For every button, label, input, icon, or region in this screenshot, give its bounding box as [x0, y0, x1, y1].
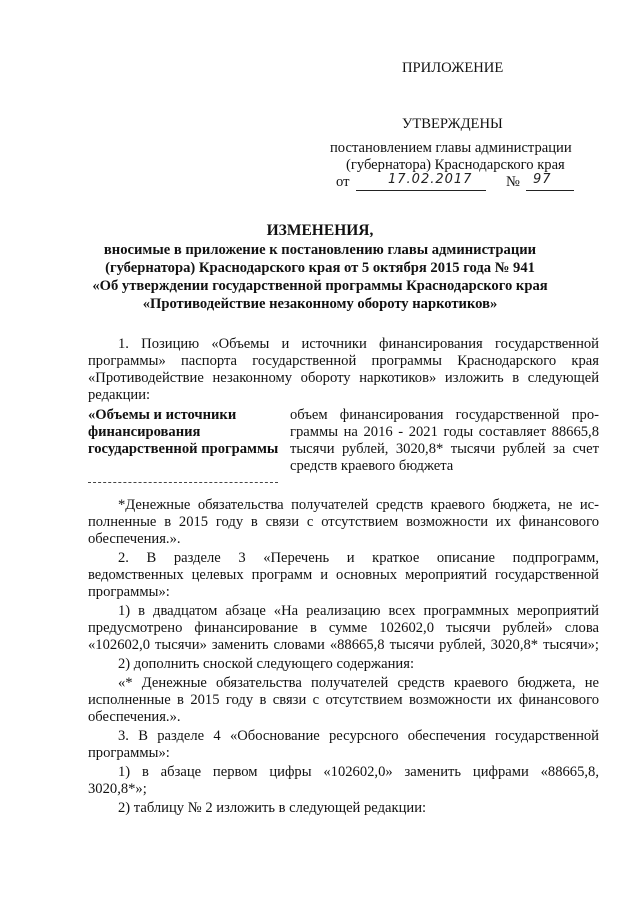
p1-line-4: редакции:	[88, 387, 151, 403]
handwritten-date: 17.02.2017	[388, 172, 473, 187]
p2-quote-line-2: исполненные в 2015 году в связи с отсутствием возможности их финансового	[88, 692, 599, 708]
title-line-2: (губернатора) Краснодарского края от 5 октября 2015 года № 941	[105, 260, 535, 276]
p2-line-2: ведомственных целевых программ и основных мероприятий государственной	[88, 567, 599, 583]
table-left-line-2: финансирования	[88, 424, 201, 440]
handwritten-number: 97	[533, 172, 552, 187]
table-right-line-4: средств краевого бюджета	[290, 458, 454, 474]
footnote-separator	[88, 482, 278, 483]
p1-line-1: 1. Позицию «Объемы и источники финансирования государственной	[118, 336, 599, 352]
approved-label: УТВЕРЖДЕНЫ	[402, 116, 503, 132]
title-line-3: «Об утверждении государственной программы Краснодарского края	[92, 278, 548, 294]
approval-line-2: (губернатора) Краснодарского края	[346, 157, 565, 173]
doc-title: ИЗМЕНЕНИЯ,	[266, 222, 374, 239]
title-line-4: «Противодействие незаконному обороту наркотиков»	[142, 296, 498, 312]
appendix-label: ПРИЛОЖЕНИЕ	[402, 60, 504, 76]
p2-line-1: 2. В разделе 3 «Перечень и краткое описание подпрограмм,	[118, 550, 599, 566]
p3-item2: 2) таблицу № 2 изложить в следующей редакции:	[118, 800, 427, 816]
p2-item1-line-2: предусмотрено финансирование в сумме 102602,0 тысячи рублей» слова	[88, 620, 599, 636]
p2-line-3: программы»:	[88, 584, 170, 600]
p1-line-2: программы» паспорта государственной программы Краснодарского края	[88, 353, 599, 369]
p2-quote-line-1: «* Денежные обязательства получателей средств краевого бюджета, не	[118, 675, 599, 691]
title-line-1: вносимые в приложение к постановлению главы администрации	[103, 242, 537, 258]
number-label: №	[506, 174, 520, 190]
p2-quote-line-3: обеспечения.».	[88, 709, 181, 725]
table-right-line-2: граммы на 2016 - 2021 годы составляет 88665,8	[290, 424, 599, 440]
footnote-line-1: *Денежные обязательства получателей средств краевого бюджета, не ис-	[118, 497, 599, 513]
p2-item1-line-1: 1) в двадцатом абзаце «На реализацию всех программных мероприятий	[118, 603, 599, 619]
date-underline	[356, 190, 486, 191]
p2-item1-line-3: «102602,0 тысячи» заменить словами «88665,8 тысячи рублей, 3020,8* тысячи»;	[88, 637, 599, 653]
table-left-line-1: «Объемы и источники	[88, 407, 237, 423]
p3-item1-line-1: 1) в абзаце первом цифры «102602,0» заменить цифрами «88665,8,	[118, 764, 599, 780]
table-left-line-3: государственной программы	[88, 441, 279, 457]
footnote-line-3: обеспечения.».	[88, 531, 181, 547]
p3-line-1: 3. В разделе 4 «Обоснование ресурсного обеспечения государственной	[118, 728, 599, 744]
p1-line-3: «Противодействие незаконному обороту наркотиков» изложить в следующей	[88, 370, 599, 386]
approval-line-1: постановлением главы администрации	[330, 140, 572, 156]
p2-item2: 2) дополнить сноской следующего содержания:	[118, 656, 415, 672]
footnote-line-2: полненные в 2015 году в связи с отсутствием возможности их финансового	[88, 514, 599, 530]
table-right-line-1: объем финансирования государственной про-	[290, 407, 599, 423]
date-from-label: от	[336, 174, 350, 190]
number-underline	[526, 190, 574, 191]
p3-item1-line-2: 3020,8*»;	[88, 781, 147, 797]
p3-line-2: программы»:	[88, 745, 170, 761]
table-right-line-3: тысячи рублей, 3020,8* тысячи рублей за счет	[290, 441, 599, 457]
